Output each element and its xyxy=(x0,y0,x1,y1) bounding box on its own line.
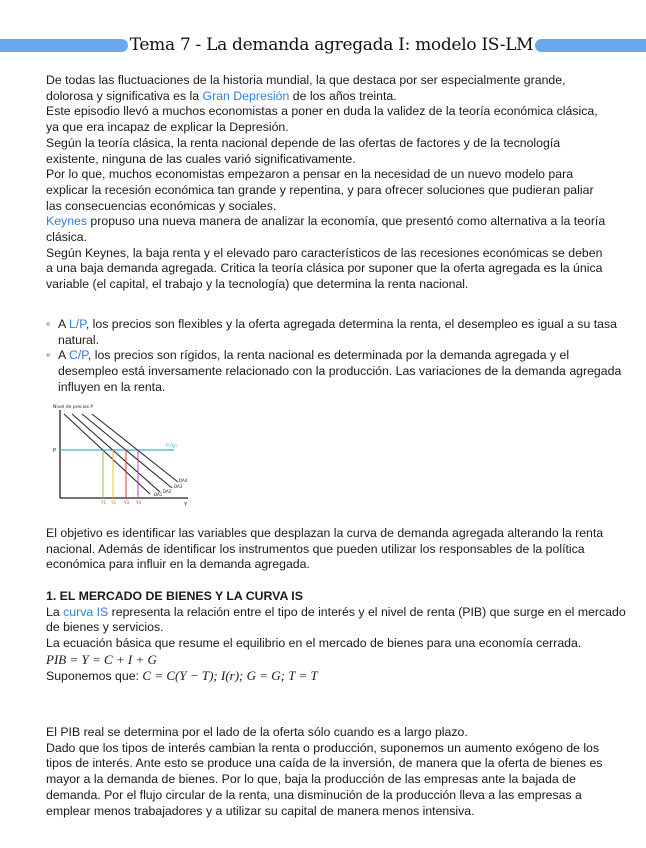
equation-intro: La ecuación básica que resume el equilibrio en el mercado de bienes para una economía cerrada. xyxy=(46,636,582,651)
intro-text: De todas las fluctuaciones de la historia mundial, la que destaca por ser especialmente grande, dolorosa y significativa es la xyxy=(46,73,566,103)
x-marker-y2: Y2 xyxy=(111,500,116,505)
assumptions-equation: C = C(Y − T); I(r); G = G; T = T xyxy=(142,667,318,683)
title-banner xyxy=(0,30,646,60)
bullet-circle-icon: ◦ xyxy=(46,317,51,331)
bullet-list xyxy=(46,317,626,396)
section-heading: 1. EL MERCADO DE BIENES Y LA CURVA IS xyxy=(46,589,303,603)
long-term-link[interactable]: L/P xyxy=(68,317,86,331)
bullet-circle-icon: ◦ xyxy=(46,348,51,363)
gran-depresion-link[interactable]: Gran Depresión xyxy=(202,88,290,103)
bullet-long-term xyxy=(46,317,626,348)
is-text-end: representa la relación entre el tipo de interés y el nivel de renta (PIB) que surge en el mercado de bienes y servicios. xyxy=(46,604,626,635)
bullet-short-term xyxy=(46,348,626,395)
objective-paragraph: El objetivo es identificar las variables que desplazan la curva de demanda agregada alterando la renta nacional. Además de identificar los instrumentos que pueden utilizar los responsables de la política económica para influir en la demanda agregada. xyxy=(46,526,604,572)
intro-paragraph-6: Según Keynes, la baja renta y el elevado paro característicos de las recesiones económicas se deben a una baja demanda agregada. Critica la teoría clásica por suponer que la oferta agregada es la única variable (el capital, el trabajo y la tecnología) que determina la renta nacional. xyxy=(46,245,603,292)
intro-paragraph-2: Este episodio llevó a muchos economistas a poner en duda la validez de la teoría económica clásica, ya que era incapaz de explicar la Depresión. xyxy=(46,104,598,135)
is-text: La xyxy=(46,604,64,619)
final-paragraph-1: El PIB real se determina por el lado de la oferta sólo cuando es a largo plazo. xyxy=(46,725,468,739)
da-curve-3 xyxy=(82,414,172,488)
intro-paragraph-3: Según la teoría clásica, la renta nacional depende de las ofertas de factores y de la tecnología existente, ninguna de las cuales varió significativamente. xyxy=(46,135,561,166)
bullet-text-post: , los precios son rígidos, la renta nacional es determinada por la demanda agregada y el desempleo está inversamente relacionado con la producción. Las variaciones de la demanda agregada influyen en la renta. xyxy=(58,348,622,394)
bullet-text-post: , los precios son flexibles y la oferta agregada determina la renta, el desempleo es igual a su tasa natural. xyxy=(58,317,617,347)
intro-paragraph-5 xyxy=(46,214,606,245)
x-marker-y3: Y3 xyxy=(124,500,129,505)
bullet-text-pre: A xyxy=(58,348,69,363)
curve-label-da1: DA1 xyxy=(154,492,163,497)
assumptions xyxy=(46,668,628,685)
is-definition xyxy=(46,605,628,636)
keynes-link[interactable]: Keynes xyxy=(46,214,88,229)
short-term-link[interactable]: C/P xyxy=(68,348,88,363)
equation-pib: PIB = Y = C + I + G xyxy=(46,651,157,667)
keynes-text: propuso una nueva manera de analizar la economía, que presentó como alternativa a la teoría clásica. xyxy=(46,214,606,245)
x-marker-y4: Y4 xyxy=(136,500,141,505)
curva-is-link[interactable]: curva IS xyxy=(63,604,109,619)
x-axis-label: Y xyxy=(184,502,188,508)
price-label: P xyxy=(53,448,57,454)
aggregate-demand-chart xyxy=(46,402,192,510)
curve-label-da3: DA3 xyxy=(174,484,183,489)
title-bar-right-decoration xyxy=(535,39,646,52)
y-axis-label: Nivel de precios P xyxy=(53,405,94,410)
page-title: Tema 7 - La demanda agregada I: modelo IS-LM xyxy=(129,35,534,55)
intro-block xyxy=(46,73,606,293)
bullet-text-pre: A xyxy=(58,317,69,331)
intro-paragraph-4: Por lo que, muchos economistas empezaron a pensar en la necesidad de un nuevo modelo para explicar la recesión económica tan grande y repentina, y para ofrecer soluciones que pudieran paliar las consecuencias económicas y sociales. xyxy=(46,167,594,213)
curve-label-da4: DA4 xyxy=(179,478,188,483)
intro-text-end: de los años treinta. xyxy=(289,88,397,103)
section-is xyxy=(46,589,628,684)
curve-label-da2: DA2 xyxy=(163,489,172,494)
title-bar-left-decoration xyxy=(0,39,128,52)
final-block xyxy=(46,725,606,819)
fixed-price-label: P fijo xyxy=(166,444,177,449)
final-paragraph-2: Dado que los tipos de interés cambian la renta o producción, suponemos un aumento exógeno de los tipos de interés. Ante esto se produce una caída de la inversión, de manera que la oferta de bienes es mayor a la demanda de bienes. Por lo que, baja la producción de las empresas ante la bajada de demanda. Por el flujo circular de la renta, una disminución de la producción lleva a las empresas a emplear menos trabajadores y a utilizar su capital de manera menos intensiva. xyxy=(46,740,603,818)
da-curve-2 xyxy=(72,414,160,492)
intro-paragraph-1 xyxy=(46,73,606,104)
assume-label: Suponemos que: xyxy=(46,668,143,683)
x-marker-y1: Y1 xyxy=(101,500,106,505)
